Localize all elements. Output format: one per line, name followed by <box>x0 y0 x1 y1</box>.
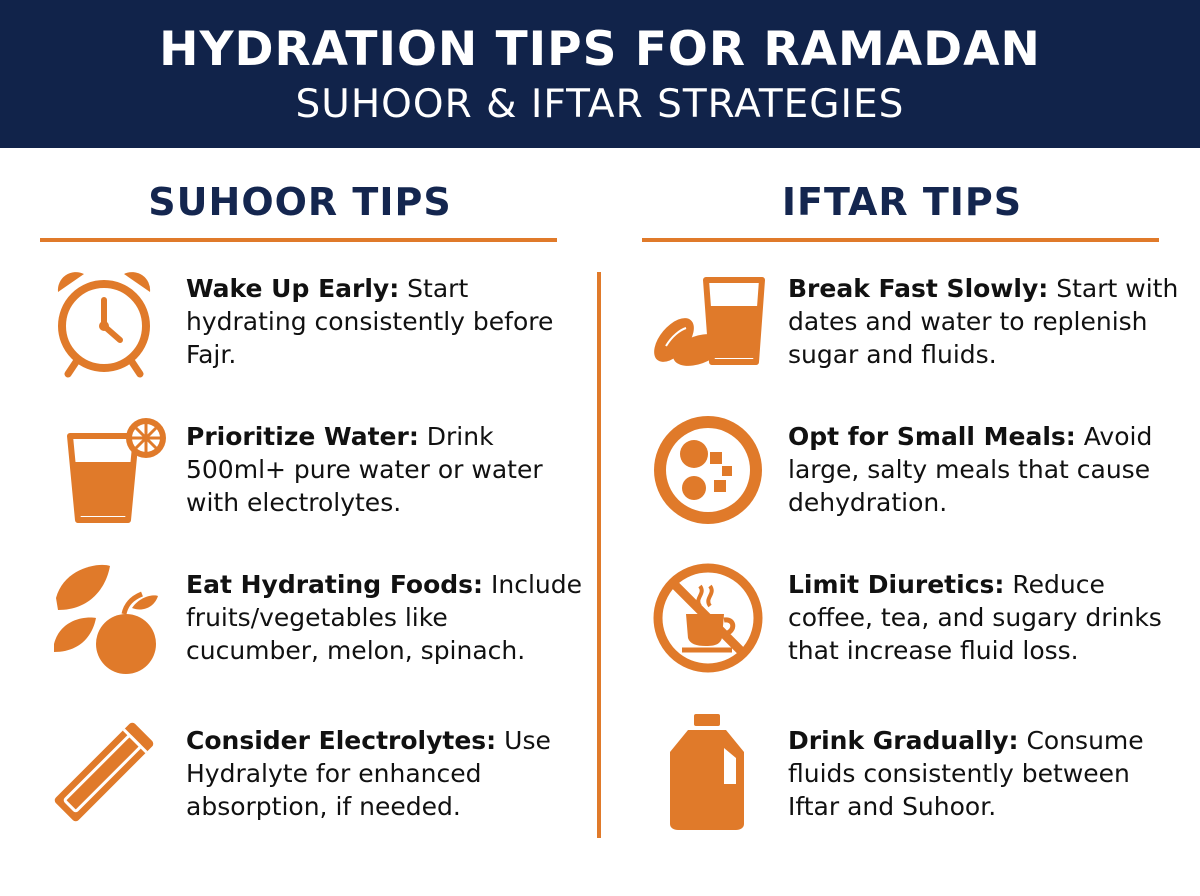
suhoor-column-title: SUHOOR TIPS <box>148 180 452 224</box>
tip-text: Reduce coffee, tea, and sugary drinks that increase fluid loss. <box>788 570 1162 665</box>
tip-text: Avoid large, salty meals that cause dehydration. <box>788 422 1153 517</box>
tip-heading: Break Fast Slowly: <box>788 274 1049 303</box>
alarm-clock-icon <box>44 262 164 382</box>
iftar-tip-2 <box>788 420 1188 519</box>
tip-heading: Limit Diuretics: <box>788 570 1005 599</box>
tip-text: Start with dates and water to replenish sugar and fluids. <box>788 274 1179 369</box>
column-divider <box>597 272 601 838</box>
page-title: HYDRATION TIPS FOR RAMADAN <box>159 22 1041 77</box>
suhoor-tip-1 <box>186 272 586 371</box>
glass-with-orange-icon <box>50 410 170 530</box>
iftar-tip-4 <box>788 724 1188 823</box>
suhoor-tip-4 <box>186 724 586 823</box>
tip-text: Start hydrating consistently before Fajr. <box>186 274 554 369</box>
fruit-leaf-icon <box>44 558 164 678</box>
tip-heading: Prioritize Water: <box>186 422 419 451</box>
no-coffee-icon <box>648 558 768 678</box>
tip-heading: Consider Electrolytes: <box>186 726 497 755</box>
header-banner <box>0 0 1200 148</box>
iftar-column-title: IFTAR TIPS <box>781 180 1023 224</box>
tip-heading: Drink Gradually: <box>788 726 1019 755</box>
tip-heading: Wake Up Early: <box>186 274 400 303</box>
water-jug-icon <box>648 712 768 832</box>
tip-text: Drink 500ml+ pure water or water with electrolytes. <box>186 422 543 517</box>
dates-and-water-icon <box>648 262 768 382</box>
iftar-title-rule <box>642 238 1159 242</box>
tip-heading: Opt for Small Meals: <box>788 422 1076 451</box>
page-subtitle: SUHOOR & IFTAR STRATEGIES <box>295 82 905 127</box>
iftar-tip-3 <box>788 568 1188 667</box>
iftar-tip-1 <box>788 272 1188 371</box>
tip-text: Use Hydralyte for enhanced absorption, if needed. <box>186 726 551 821</box>
tip-text: Include fruits/vegetables like cucumber, melon, spinach. <box>186 570 582 665</box>
electrolyte-sachet-icon <box>44 712 164 832</box>
suhoor-title-rule <box>40 238 557 242</box>
suhoor-tip-2 <box>186 420 586 519</box>
suhoor-tip-3 <box>186 568 586 667</box>
small-meal-plate-icon <box>648 410 768 530</box>
tip-heading: Eat Hydrating Foods: <box>186 570 484 599</box>
tip-text: Consume fluids consistently between Iftar and Suhoor. <box>788 726 1144 821</box>
